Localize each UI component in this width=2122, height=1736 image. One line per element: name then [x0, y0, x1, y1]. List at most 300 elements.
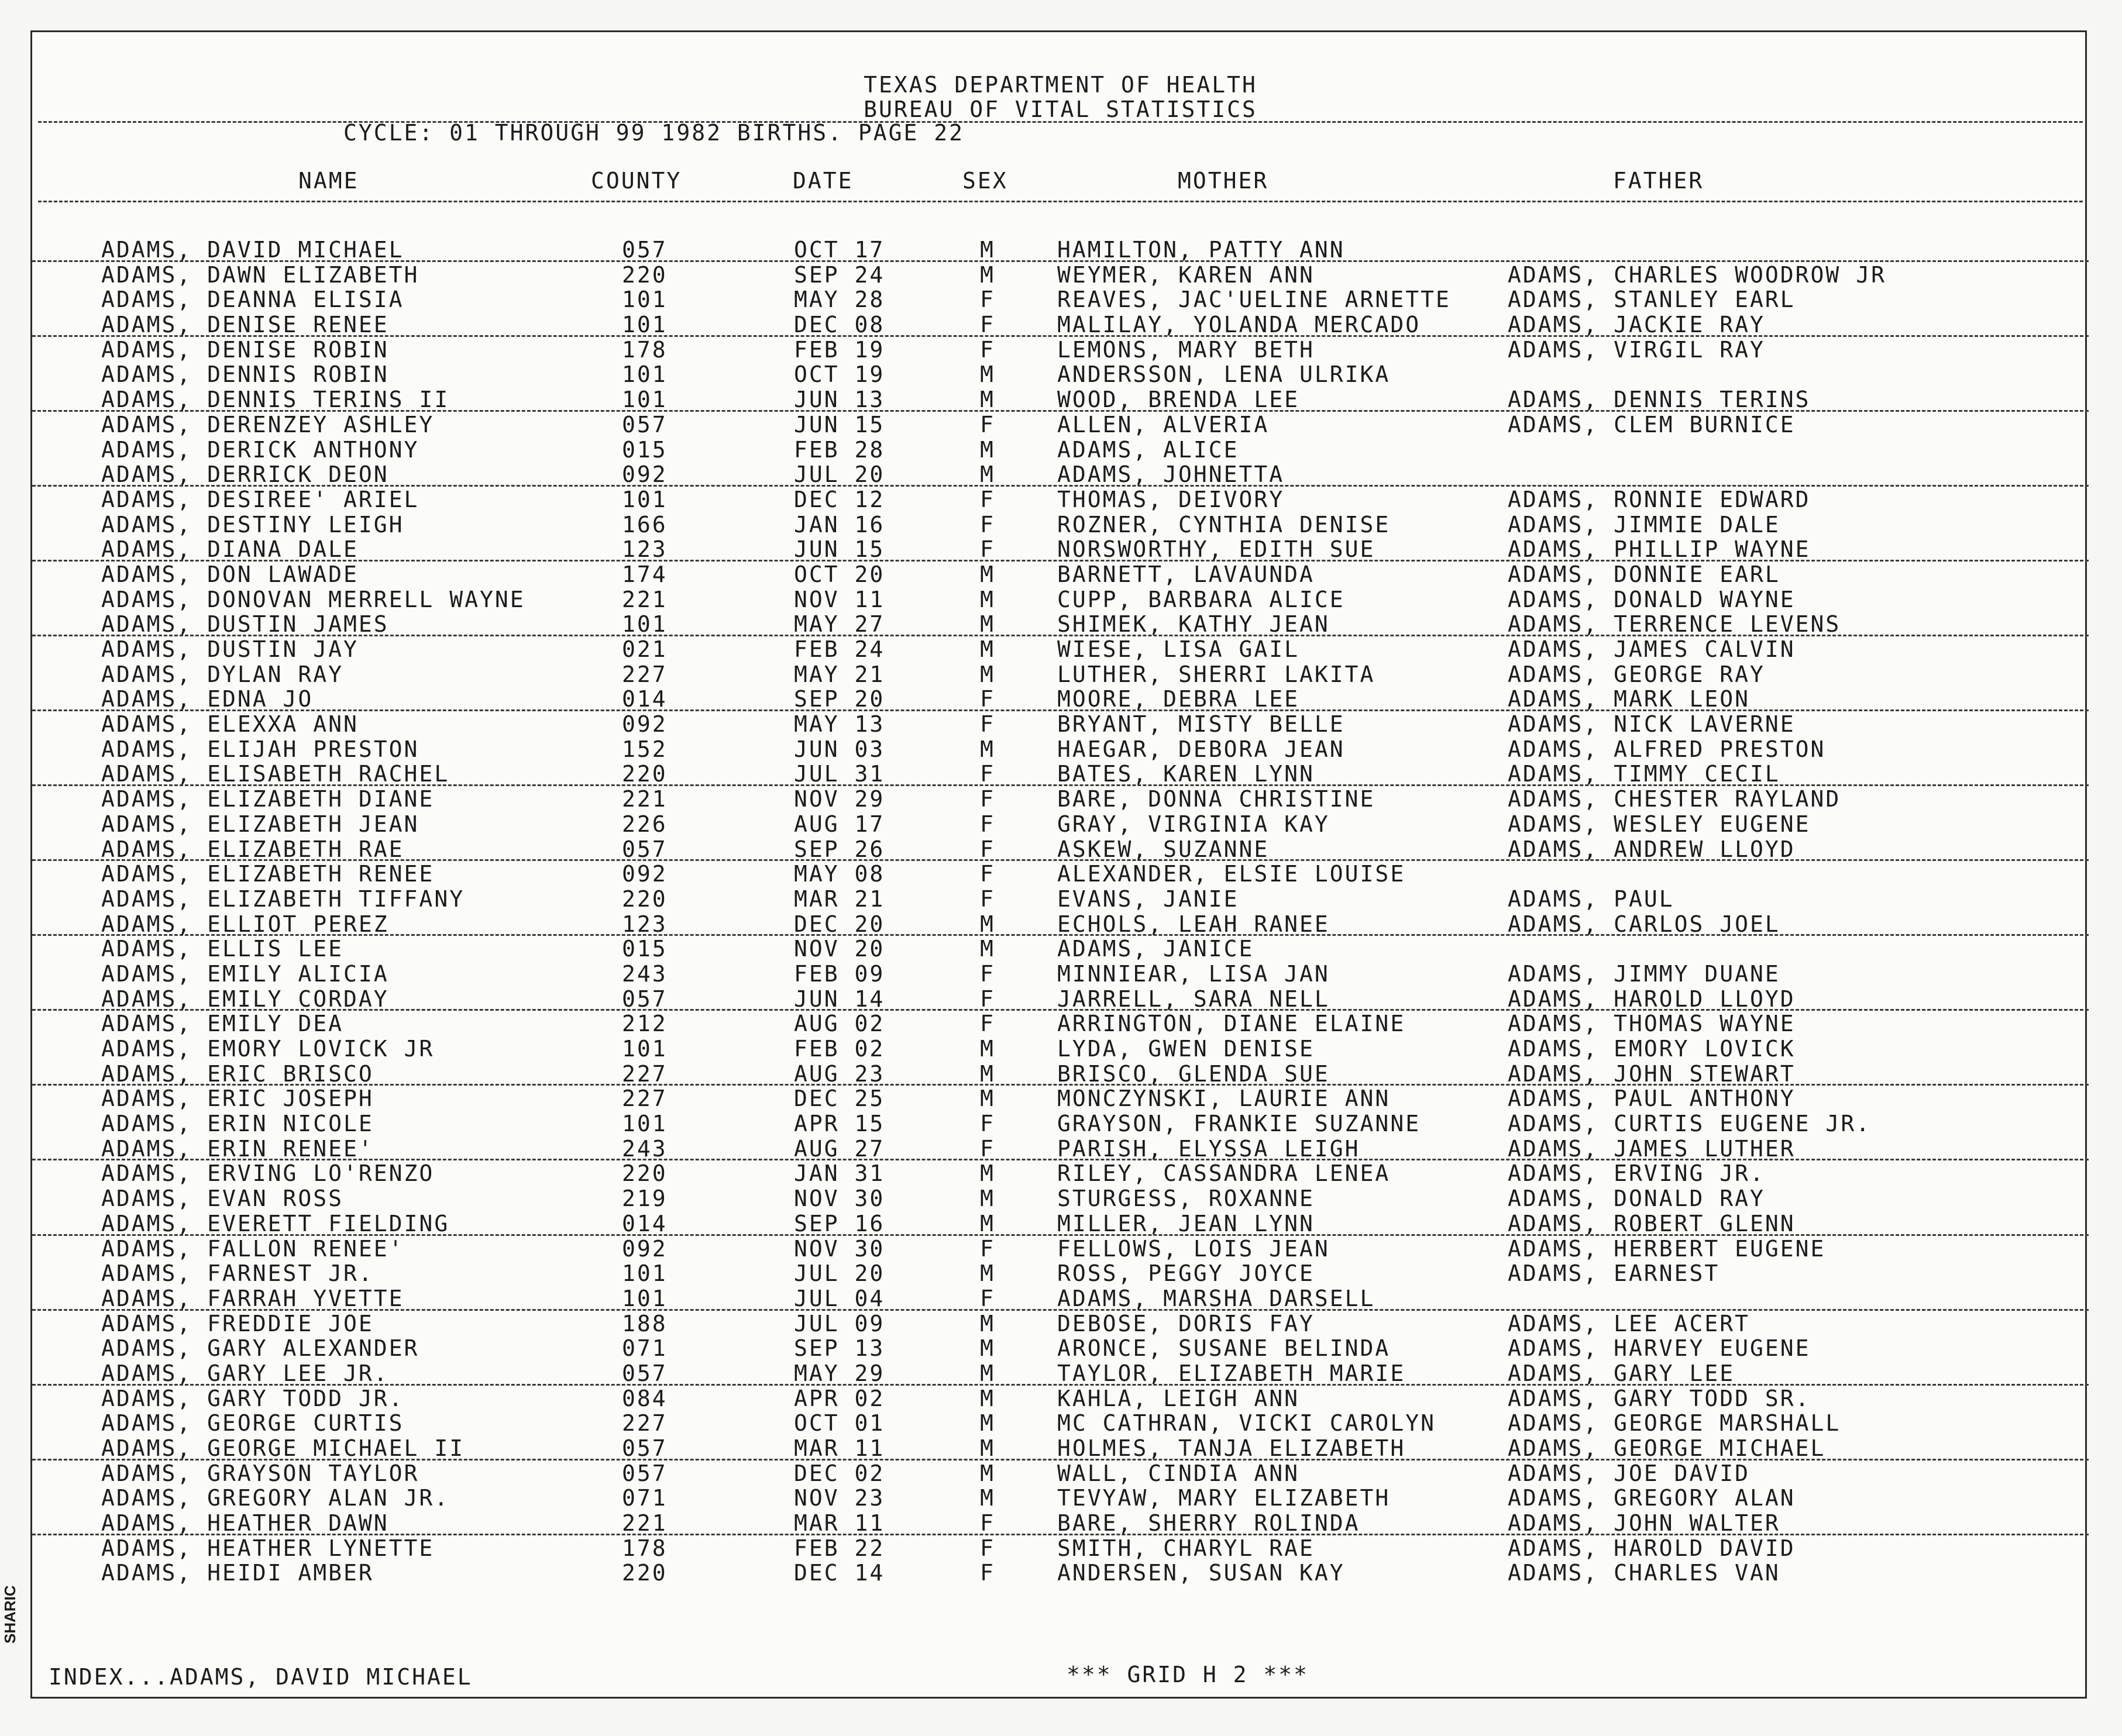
cell-date: JUL 31: [794, 761, 885, 787]
cell-sex: M: [980, 361, 995, 388]
cell-name: ADAMS, DESIREE' ARIEL: [101, 486, 419, 512]
cell-father: ADAMS, DONALD WAYNE: [1508, 586, 1796, 612]
column-header-date: DATE: [793, 168, 854, 194]
cell-date: DEC 02: [794, 1460, 885, 1486]
cell-name: ADAMS, ELLIS LEE: [101, 936, 344, 962]
cell-father: ADAMS, CARLOS JOEL: [1508, 911, 1780, 937]
cell-sex: F: [980, 287, 995, 313]
table-row: [32, 1535, 2089, 1561]
cell-mother: THOMAS, DEIVORY: [1057, 486, 1285, 512]
cell-mother: BATES, KAREN LYNN: [1057, 761, 1315, 787]
cell-name: ADAMS, GRAYSON TAYLOR: [101, 1460, 419, 1486]
cell-sex: M: [980, 1086, 995, 1112]
cell-county: 221: [622, 586, 668, 612]
cell-sex: M: [980, 586, 995, 612]
cell-mother: ADAMS, JOHNETTA: [1057, 461, 1285, 488]
cell-mother: WIESE, LISA GAIL: [1057, 636, 1300, 662]
cell-name: ADAMS, DAWN ELIZABETH: [101, 261, 419, 288]
cell-sex: F: [980, 761, 995, 787]
cell-sex: M: [980, 1186, 995, 1212]
cell-county: 014: [622, 686, 668, 712]
cell-date: SEP 20: [794, 686, 885, 712]
cell-father: ADAMS, GREGORY ALAN: [1508, 1485, 1796, 1511]
cell-date: JUN 14: [794, 986, 885, 1012]
cell-sex: F: [980, 1235, 995, 1262]
cell-sex: F: [980, 1535, 995, 1561]
cell-date: OCT 19: [794, 361, 885, 388]
cell-father: ADAMS, CURTIS EUGENE JR.: [1508, 1111, 1872, 1137]
cell-father: ADAMS, ERVING JR.: [1508, 1160, 1765, 1187]
cell-name: ADAMS, DESTINY LEIGH: [101, 511, 404, 538]
cell-name: ADAMS, GEORGE MICHAEL II: [101, 1435, 465, 1461]
cell-county: 220: [622, 1560, 668, 1586]
cell-county: 227: [622, 1060, 668, 1087]
cell-date: JUN 03: [794, 736, 885, 762]
cell-name: ADAMS, DENISE RENEE: [101, 312, 389, 338]
cell-name: ADAMS, EMILY CORDAY: [101, 986, 389, 1012]
cell-mother: BARNETT, LAVAUNDA: [1057, 561, 1315, 587]
cell-name: ADAMS, DENNIS ROBIN: [101, 361, 389, 388]
table-row: [32, 1510, 2089, 1535]
table-row: [32, 886, 2089, 911]
cell-mother: MOORE, DEBRA LEE: [1057, 686, 1300, 712]
cell-date: MAR 11: [794, 1510, 885, 1537]
table-row: [32, 686, 2089, 711]
table-row: [32, 1560, 2089, 1585]
cell-name: ADAMS, DERENZEY ASHLEY: [101, 411, 435, 438]
cell-date: SEP 13: [794, 1335, 885, 1362]
cell-father: ADAMS, DONALD RAY: [1508, 1186, 1765, 1212]
cell-date: SEP 26: [794, 836, 885, 862]
cell-sex: M: [980, 911, 995, 937]
cell-county: 220: [622, 761, 668, 787]
cell-sex: F: [980, 886, 995, 912]
cell-father: ADAMS, CHESTER RAYLAND: [1508, 786, 1841, 812]
cell-father: ADAMS, HERBERT EUGENE: [1508, 1235, 1826, 1262]
cell-county: 212: [622, 1011, 668, 1037]
cell-name: ADAMS, HEATHER DAWN: [101, 1510, 389, 1537]
cell-father: ADAMS, JIMMIE DALE: [1508, 511, 1780, 538]
cell-date: MAY 27: [794, 611, 885, 638]
table-row: [32, 861, 2089, 886]
cell-county: 092: [622, 861, 668, 887]
cell-sex: M: [980, 1360, 995, 1386]
cell-mother: WOOD, BRENDA LEE: [1057, 387, 1300, 413]
table-row: [32, 1386, 2089, 1411]
cell-name: ADAMS, FARRAH YVETTE: [101, 1285, 404, 1311]
cell-date: JUL 09: [794, 1310, 885, 1337]
cell-sex: M: [980, 611, 995, 638]
cell-mother: EVANS, JANIE: [1057, 886, 1239, 912]
cell-name: ADAMS, DEANNA ELISIA: [101, 287, 404, 313]
table-row: [32, 1360, 2089, 1386]
cell-date: MAY 08: [794, 861, 885, 887]
cell-name: ADAMS, DAVID MICHAEL: [101, 237, 404, 263]
cell-mother: MALILAY, YOLANDA MERCADO: [1057, 312, 1421, 338]
cell-date: AUG 27: [794, 1135, 885, 1162]
cell-mother: LUTHER, SHERRI LAKITA: [1057, 661, 1375, 687]
table-row: [32, 1435, 2089, 1461]
cell-father: ADAMS, JOHN STEWART: [1508, 1060, 1796, 1087]
cell-date: SEP 16: [794, 1210, 885, 1236]
cell-name: ADAMS, ERVING LO'RENZO: [101, 1160, 435, 1187]
cell-name: ADAMS, ERIN NICOLE: [101, 1111, 374, 1137]
cell-date: NOV 30: [794, 1186, 885, 1212]
cell-father: ADAMS, GARY TODD SR.: [1508, 1385, 1811, 1411]
cell-date: FEB 24: [794, 636, 885, 662]
cell-father: ADAMS, JAMES CALVIN: [1508, 636, 1796, 662]
cell-name: ADAMS, DENNIS TERINS II: [101, 387, 450, 413]
cell-mother: KAHLA, LEIGH ANN: [1057, 1385, 1300, 1411]
cell-name: ADAMS, HEATHER LYNETTE: [101, 1535, 435, 1561]
cell-sex: M: [980, 1160, 995, 1187]
cell-sex: F: [980, 686, 995, 712]
table-row: [32, 1410, 2089, 1435]
cell-sex: M: [980, 387, 995, 413]
cell-sex: F: [980, 312, 995, 338]
cell-mother: BARE, DONNA CHRISTINE: [1057, 786, 1375, 812]
table-row: [32, 761, 2089, 786]
cell-county: 227: [622, 1410, 668, 1437]
cell-mother: RILEY, CASSANDRA LENEA: [1057, 1160, 1391, 1187]
cycle-line: CYCLE: 01 THROUGH 99 1982 BIRTHS. PAGE 22: [343, 120, 964, 146]
column-header-county: COUNTY: [591, 168, 682, 194]
cell-name: ADAMS, ELIJAH PRESTON: [101, 736, 419, 762]
cell-date: JUN 15: [794, 411, 885, 438]
cell-county: 101: [622, 486, 668, 512]
table-row: [32, 636, 2089, 662]
table-row: [32, 1485, 2089, 1510]
cell-sex: F: [980, 811, 995, 837]
cell-father: ADAMS, ROBERT GLENN: [1508, 1210, 1796, 1236]
cell-date: FEB 28: [794, 436, 885, 463]
cell-county: 178: [622, 336, 668, 363]
cell-name: ADAMS, EVAN ROSS: [101, 1186, 344, 1212]
table-row: [32, 337, 2089, 362]
cell-name: ADAMS, ELIZABETH RAE: [101, 836, 404, 862]
cell-father: ADAMS, CLEM BURNICE: [1508, 411, 1796, 438]
cell-mother: WEYMER, KAREN ANN: [1057, 261, 1315, 288]
cell-sex: M: [980, 1060, 995, 1087]
cell-name: ADAMS, ELIZABETH DIANE: [101, 786, 435, 812]
cell-mother: ARONCE, SUSANE BELINDA: [1057, 1335, 1391, 1362]
table-row: [32, 512, 2089, 537]
table-row: [32, 437, 2089, 462]
cell-county: 227: [622, 1086, 668, 1112]
cell-sex: F: [980, 786, 995, 812]
cell-date: FEB 19: [794, 336, 885, 363]
cell-mother: FELLOWS, LOIS JEAN: [1057, 1235, 1330, 1262]
cell-father: ADAMS, JOE DAVID: [1508, 1460, 1750, 1486]
cell-county: 057: [622, 836, 668, 862]
cell-sex: F: [980, 511, 995, 538]
table-row: [32, 986, 2089, 1011]
cell-father: ADAMS, GEORGE RAY: [1508, 661, 1765, 687]
cell-date: NOV 20: [794, 936, 885, 962]
cell-name: ADAMS, DERRICK DEON: [101, 461, 389, 488]
table-row: [32, 662, 2089, 687]
cell-father: ADAMS, STANLEY EARL: [1508, 287, 1796, 313]
cell-date: FEB 22: [794, 1535, 885, 1561]
cell-county: 071: [622, 1485, 668, 1511]
cell-date: JUN 15: [794, 536, 885, 563]
cell-date: SEP 24: [794, 261, 885, 288]
cell-name: ADAMS, ELIZABETH JEAN: [101, 811, 419, 837]
cell-county: 101: [622, 387, 668, 413]
cell-date: NOV 23: [794, 1485, 885, 1511]
cell-county: 220: [622, 886, 668, 912]
table-row: [32, 811, 2089, 836]
cell-date: APR 15: [794, 1111, 885, 1137]
cell-county: 166: [622, 511, 668, 538]
cell-father: ADAMS, ALFRED PRESTON: [1508, 736, 1826, 762]
cell-father: ADAMS, JIMMY DUANE: [1508, 960, 1780, 987]
cell-mother: ADAMS, JANICE: [1057, 936, 1254, 962]
cell-name: ADAMS, ERIC BRISCO: [101, 1060, 374, 1087]
table-row: [32, 1211, 2089, 1236]
cell-mother: JARRELL, SARA NELL: [1057, 986, 1330, 1012]
table-row: [32, 1461, 2089, 1486]
cell-date: DEC 14: [794, 1560, 885, 1586]
table-row: [32, 487, 2089, 512]
cell-name: ADAMS, GREGORY ALAN JR.: [101, 1485, 450, 1511]
cell-sex: F: [980, 1011, 995, 1037]
table-row: [32, 611, 2089, 636]
cell-name: ADAMS, DIANA DALE: [101, 536, 359, 563]
cell-sex: M: [980, 661, 995, 687]
cell-county: 057: [622, 1360, 668, 1386]
cell-father: ADAMS, GARY LEE: [1508, 1360, 1735, 1386]
cell-date: JAN 16: [794, 511, 885, 538]
table-row: [32, 412, 2089, 437]
cell-county: 221: [622, 1510, 668, 1537]
cell-county: 057: [622, 411, 668, 438]
cell-name: ADAMS, ELLIOT PEREZ: [101, 911, 389, 937]
bureau-title: BUREAU OF VITAL STATISTICS: [864, 97, 1257, 122]
cell-mother: GRAYSON, FRANKIE SUZANNE: [1057, 1111, 1421, 1137]
cell-date: MAY 29: [794, 1360, 885, 1386]
cell-sex: M: [980, 461, 995, 488]
cell-sex: M: [980, 261, 995, 288]
column-header-father: FATHER: [1613, 168, 1704, 194]
cell-date: JUL 04: [794, 1285, 885, 1311]
cell-mother: SMITH, CHARYL RAE: [1057, 1535, 1315, 1561]
cell-name: ADAMS, FARNEST JR.: [101, 1260, 374, 1287]
cell-father: ADAMS, PAUL ANTHONY: [1508, 1086, 1796, 1112]
table-row: [32, 711, 2089, 736]
cell-father: ADAMS, DENNIS TERINS: [1508, 387, 1811, 413]
cell-mother: MONCZYNSKI, LAURIE ANN: [1057, 1086, 1391, 1112]
cell-father: ADAMS, JOHN WALTER: [1508, 1510, 1780, 1537]
cell-father: ADAMS, EMORY LOVICK: [1508, 1036, 1796, 1062]
cell-father: ADAMS, PHILLIP WAYNE: [1508, 536, 1811, 563]
cell-sex: F: [980, 986, 995, 1012]
cell-mother: ARRINGTON, DIANE ELAINE: [1057, 1011, 1406, 1037]
cell-father: ADAMS, CHARLES WOODROW JR: [1508, 261, 1886, 288]
cell-name: ADAMS, ELIZABETH TIFFANY: [101, 886, 465, 912]
cell-father: ADAMS, GEORGE MARSHALL: [1508, 1410, 1841, 1437]
table-row: [32, 387, 2089, 412]
cell-county: 014: [622, 1210, 668, 1236]
cell-county: 084: [622, 1385, 668, 1411]
cell-county: 101: [622, 611, 668, 638]
cell-date: FEB 02: [794, 1036, 885, 1062]
cell-sex: F: [980, 1285, 995, 1311]
cell-sex: F: [980, 1560, 995, 1586]
cell-name: ADAMS, DYLAN RAY: [101, 661, 344, 687]
cell-date: JUN 13: [794, 387, 885, 413]
cell-mother: CUPP, BARBARA ALICE: [1057, 586, 1345, 612]
cell-county: 101: [622, 287, 668, 313]
cell-father: ADAMS, NICK LAVERNE: [1508, 711, 1796, 738]
cell-sex: F: [980, 711, 995, 738]
cell-sex: M: [980, 936, 995, 962]
cell-sex: M: [980, 1385, 995, 1411]
cell-name: ADAMS, DONOVAN MERRELL WAYNE: [101, 586, 525, 612]
cell-county: 092: [622, 711, 668, 738]
cell-date: AUG 17: [794, 811, 885, 837]
table-row: [32, 1311, 2089, 1336]
cell-father: ADAMS, GEORGE MICHAEL: [1508, 1435, 1826, 1461]
cell-sex: F: [980, 1135, 995, 1162]
cell-mother: NORSWORTHY, EDITH SUE: [1057, 536, 1375, 563]
cell-father: ADAMS, WESLEY EUGENE: [1508, 811, 1811, 837]
cell-county: 101: [622, 1111, 668, 1137]
cell-county: 021: [622, 636, 668, 662]
cell-county: 178: [622, 1535, 668, 1561]
cell-father: ADAMS, MARK LEON: [1508, 686, 1750, 712]
table-row: [32, 1011, 2089, 1036]
cell-county: 092: [622, 461, 668, 488]
table-row: [32, 262, 2089, 287]
cell-father: ADAMS, CHARLES VAN: [1508, 1560, 1780, 1586]
cell-date: MAY 28: [794, 287, 885, 313]
cell-mother: HAMILTON, PATTY ANN: [1057, 237, 1345, 263]
cell-name: ADAMS, EMILY DEA: [101, 1011, 344, 1037]
cell-mother: ANDERSEN, SUSAN KAY: [1057, 1560, 1345, 1586]
cell-father: ADAMS, HAROLD LLOYD: [1508, 986, 1796, 1012]
cell-sex: M: [980, 1435, 995, 1461]
cell-sex: M: [980, 1460, 995, 1486]
cell-father: ADAMS, JAMES LUTHER: [1508, 1135, 1796, 1162]
cell-county: 101: [622, 1260, 668, 1287]
table-row: [32, 961, 2089, 986]
table-row: [32, 312, 2089, 337]
cell-name: ADAMS, EVERETT FIELDING: [101, 1210, 450, 1236]
cell-mother: LYDA, GWEN DENISE: [1057, 1036, 1315, 1062]
cell-county: 071: [622, 1335, 668, 1362]
table-row: [32, 1136, 2089, 1161]
cell-date: MAR 21: [794, 886, 885, 912]
cell-name: ADAMS, GARY ALEXANDER: [101, 1335, 419, 1362]
grid-footer: *** GRID H 2 ***: [1067, 1662, 1309, 1687]
cell-name: ADAMS, FALLON RENEE': [101, 1235, 404, 1262]
cell-name: ADAMS, ELISABETH RACHEL: [101, 761, 450, 787]
cell-father: ADAMS, HAROLD DAVID: [1508, 1535, 1796, 1561]
cell-date: FEB 09: [794, 960, 885, 987]
table-row: [32, 1286, 2089, 1311]
cell-name: ADAMS, DUSTIN JAY: [101, 636, 359, 662]
cell-name: ADAMS, HEIDI AMBER: [101, 1560, 374, 1586]
cell-date: NOV 11: [794, 586, 885, 612]
cell-mother: ALEXANDER, ELSIE LOUISE: [1057, 861, 1406, 887]
cell-father: ADAMS, TERRENCE LEVENS: [1508, 611, 1841, 638]
cell-mother: ALLEN, ALVERIA: [1057, 411, 1270, 438]
cell-mother: STURGESS, ROXANNE: [1057, 1186, 1315, 1212]
cell-date: DEC 08: [794, 312, 885, 338]
cell-date: OCT 17: [794, 237, 885, 263]
cell-mother: DEBOSE, DORIS FAY: [1057, 1310, 1315, 1337]
column-header-rule: [38, 201, 2083, 202]
cell-sex: F: [980, 861, 995, 887]
agency-title: TEXAS DEPARTMENT OF HEALTH: [864, 72, 1257, 98]
table-row: [32, 287, 2089, 312]
cell-mother: ANDERSSON, LENA ULRIKA: [1057, 361, 1391, 388]
table-row: [32, 237, 2089, 262]
cell-mother: GRAY, VIRGINIA KAY: [1057, 811, 1330, 837]
cell-name: ADAMS, ELEXXA ANN: [101, 711, 359, 738]
table-row: [32, 461, 2089, 487]
index-footer: INDEX...ADAMS, DAVID MICHAEL: [49, 1664, 473, 1690]
cell-sex: M: [980, 1335, 995, 1362]
cell-sex: M: [980, 1485, 995, 1511]
cell-mother: BARE, SHERRY ROLINDA: [1057, 1510, 1360, 1537]
cell-date: AUG 23: [794, 1060, 885, 1087]
cell-sex: M: [980, 237, 995, 263]
cell-mother: TEVYAW, MARY ELIZABETH: [1057, 1485, 1391, 1511]
cell-father: ADAMS, THOMAS WAYNE: [1508, 1011, 1796, 1037]
cell-sex: M: [980, 1036, 995, 1062]
cell-date: JAN 31: [794, 1160, 885, 1187]
cell-county: 101: [622, 1285, 668, 1311]
column-header-name: NAME: [298, 168, 359, 194]
cell-county: 057: [622, 986, 668, 1012]
cell-date: JUL 20: [794, 1260, 885, 1287]
table-row: [32, 936, 2089, 961]
cell-county: 057: [622, 237, 668, 263]
records-table: [32, 237, 2089, 1585]
cell-name: ADAMS, EMORY LOVICK JR: [101, 1036, 435, 1062]
cell-date: NOV 29: [794, 786, 885, 812]
table-row: [32, 1086, 2089, 1111]
cell-county: 015: [622, 436, 668, 463]
column-header-sex: SEX: [962, 168, 1008, 194]
cell-name: ADAMS, ELIZABETH RENEE: [101, 861, 435, 887]
table-row: [32, 361, 2089, 387]
cell-mother: BRYANT, MISTY BELLE: [1057, 711, 1345, 738]
cell-mother: HAEGAR, DEBORA JEAN: [1057, 736, 1345, 762]
cell-father: ADAMS, JACKIE RAY: [1508, 312, 1765, 338]
table-row: [32, 536, 2089, 562]
cell-name: ADAMS, GEORGE CURTIS: [101, 1410, 404, 1437]
cell-date: OCT 01: [794, 1410, 885, 1437]
cell-sex: F: [980, 1111, 995, 1137]
cell-father: ADAMS, PAUL: [1508, 886, 1674, 912]
cell-sex: F: [980, 536, 995, 563]
cell-sex: F: [980, 486, 995, 512]
cell-county: 243: [622, 1135, 668, 1162]
cell-name: ADAMS, EMILY ALICIA: [101, 960, 389, 987]
table-row: [32, 1260, 2089, 1286]
cell-father: ADAMS, TIMMY CECIL: [1508, 761, 1780, 787]
cell-mother: MC CATHRAN, VICKI CAROLYN: [1057, 1410, 1436, 1437]
cell-date: NOV 30: [794, 1235, 885, 1262]
cell-sex: M: [980, 1410, 995, 1437]
cell-county: 243: [622, 960, 668, 987]
cell-sex: F: [980, 1510, 995, 1537]
cell-county: 174: [622, 561, 668, 587]
cell-date: DEC 12: [794, 486, 885, 512]
